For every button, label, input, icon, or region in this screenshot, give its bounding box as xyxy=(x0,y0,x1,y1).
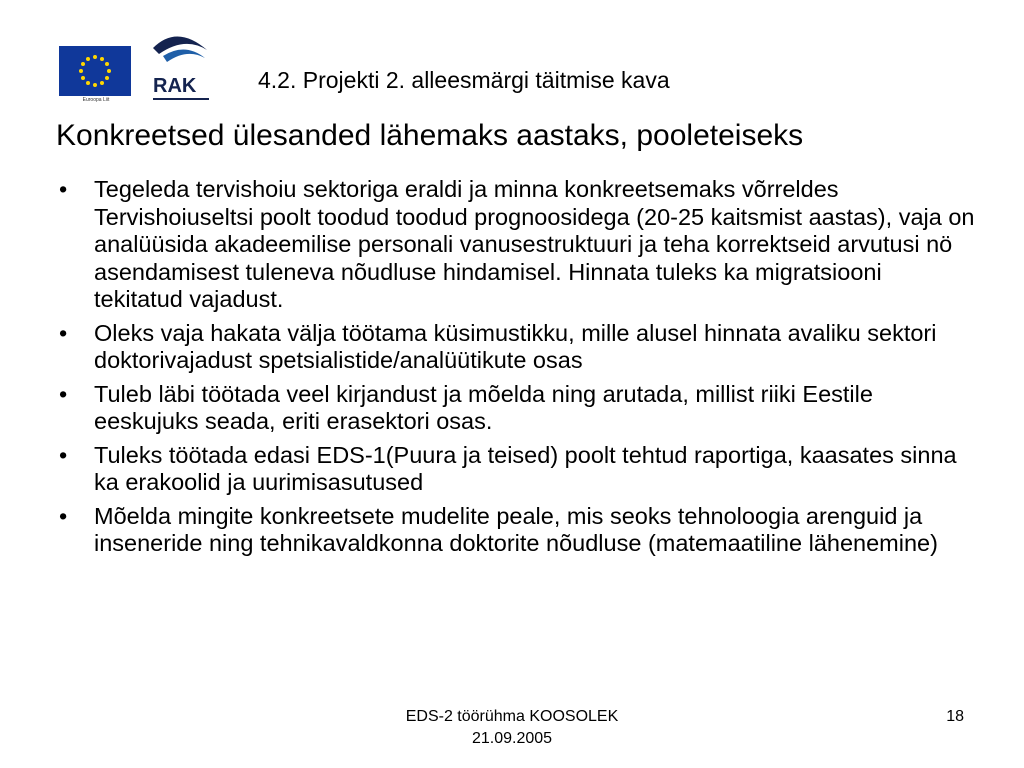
bullet-icon: • xyxy=(59,380,68,407)
rak-logo xyxy=(147,26,213,106)
bullet-text: Tuleb läbi töötada veel kirjandust ja mõelda ning arutada, millist riiki Eestile eeskujuks seada, eriti erasektori osas. xyxy=(94,380,873,434)
bullet-icon: • xyxy=(59,441,68,468)
bullet-icon: • xyxy=(59,319,68,346)
slide-subtitle: 4.2. Projekti 2. alleesmärgi täitmise kava xyxy=(258,67,670,93)
bullet-text: Tuleks töötada edasi EDS-1(Puura ja teised) poolt tehtud raportiga, kaasates sinna ka erakoolid ja uurimisasutused xyxy=(94,441,957,495)
rak-logo-text: RAK xyxy=(153,75,197,97)
bullet-text: Mõelda mingite konkreetsete mudelite peale, mis seoks tehnoloogia arenguid ja inseneride ning tehnikavaldkonna doktorite nõudluse (matemaatiline lähenemine) xyxy=(94,502,938,556)
eu-logo-caption: Euroopa Liit xyxy=(82,97,110,103)
footer-date: 21.09.2005 xyxy=(471,730,553,747)
bullet-item xyxy=(56,176,976,314)
footer-meeting-title: EDS-2 töörühma KOOSOLEK xyxy=(405,708,619,725)
bullet-icon: • xyxy=(59,502,68,529)
bullet-item xyxy=(56,442,976,497)
page-number: 18 xyxy=(946,708,964,725)
bullet-item xyxy=(56,320,976,375)
bullet-item xyxy=(56,381,976,436)
slide-title: Konkreetsed ülesanded lähemaks aastaks, pooleteiseks xyxy=(56,119,804,152)
bullet-text: Tegeleda tervishoiu sektoriga eraldi ja minna konkreetsemaks võrreldes Tervishoiuseltsi poolt toodud toodud prognoosidega (20-25 kaitsmist aastas), vaja on analüüsida akadeemilise personali vanusestruktuuri ja teha korrektseid arvutusi nö asendamisest tuleneva nõudluse hindamisel. Hinnata tuleks ka migratsiooni tekitatud vajadust. xyxy=(94,176,975,312)
bullet-list xyxy=(56,176,976,564)
bullet-item xyxy=(56,503,976,558)
eu-flag-logo xyxy=(59,46,131,104)
footer-meeting-info xyxy=(362,706,662,750)
bullet-text: Oleks vaja hakata välja töötama küsimustikku, mille alusel hinnata avaliku sektori doktorivajadust spetsialistide/analüütikute osas xyxy=(94,319,937,373)
bullet-icon: • xyxy=(59,176,68,202)
